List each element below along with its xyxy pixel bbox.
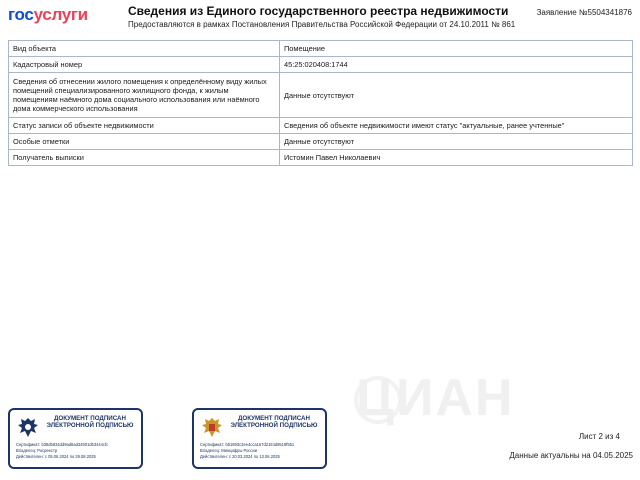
row-value: Помещение <box>280 41 633 57</box>
row-label: Кадастровый номер <box>9 57 280 73</box>
stamp-owner: Владелец: Минцифры России <box>200 448 258 453</box>
row-value: Истомин Павел Николаевич <box>280 150 633 166</box>
signature-stamp-rosreestr <box>8 408 143 469</box>
stamp-validity: Действителен: с 20.03.2024 по 13.06.2025 <box>200 454 280 459</box>
gosuslugi-logo <box>8 5 88 25</box>
row-label: Вид объекта <box>9 41 280 57</box>
logo-part-gos: гос <box>8 5 34 24</box>
watermark-text: ЦИАН <box>356 369 515 427</box>
table-row <box>9 73 633 118</box>
row-label: Сведения об отнесении жилого помещения к определённому виду жилых помещений специализированного жилищного фонда, к жилым помещениям наёмного дома социального использования или наёмного дома коммерческого использования <box>9 73 280 118</box>
row-value: 45:25:020408:1744 <box>280 57 633 73</box>
row-label: Получатель выписки <box>9 150 280 166</box>
stamp-heading: ДОКУМЕНТ ПОДПИСАН ЭЛЕКТРОННОЙ ПОДПИСЬЮ <box>230 415 318 429</box>
stamp-validity: Действителен: с 05.06.2024 по 29.08.2025 <box>16 454 96 459</box>
row-label: Статус записи об объекте недвижимости <box>9 118 280 134</box>
coat-of-arms-icon <box>199 415 225 441</box>
stamp-heading: ДОКУМЕНТ ПОДПИСАН ЭЛЕКТРОННОЙ ПОДПИСЬЮ <box>46 415 134 429</box>
table-row <box>9 150 633 166</box>
stamp-certificate: Сертификат: b51893c3ee4cca167d2164d9519f551 <box>200 442 295 447</box>
table-row <box>9 57 633 73</box>
row-label: Особые отметки <box>9 134 280 150</box>
application-number: Заявление №5504341876 <box>536 8 632 17</box>
document-title: Сведения из Единого государственного реестра недвижимости <box>128 4 509 18</box>
row-value: Данные отсутствуют <box>280 134 633 150</box>
logo-part-uslugi: услуги <box>33 5 88 24</box>
signature-stamp-mintsifry <box>192 408 327 469</box>
stamp-certificate: Сертификат: b38d5834dd9ad8ad34901d53444cfc <box>16 442 109 447</box>
data-actual-date: Данные актуальны на 04.05.2025 <box>509 451 633 460</box>
row-value: Данные отсутствуют <box>280 73 633 118</box>
table-row <box>9 118 633 134</box>
table-row <box>9 41 633 57</box>
table-row <box>9 134 633 150</box>
row-value: Сведения об объекте недвижимости имеют статус "актуальные, ранее учтенные" <box>280 118 633 134</box>
eagle-emblem-icon <box>15 415 41 441</box>
stamp-owner: Владелец: Росреестр <box>16 448 58 453</box>
document-subtitle: Предоставляются в рамках Постановления Правительства Российской Федерации от 24.10.2011 № 861 <box>128 20 516 29</box>
sheet-number: Лист 2 из 4 <box>578 432 620 441</box>
property-info-table <box>8 40 633 166</box>
